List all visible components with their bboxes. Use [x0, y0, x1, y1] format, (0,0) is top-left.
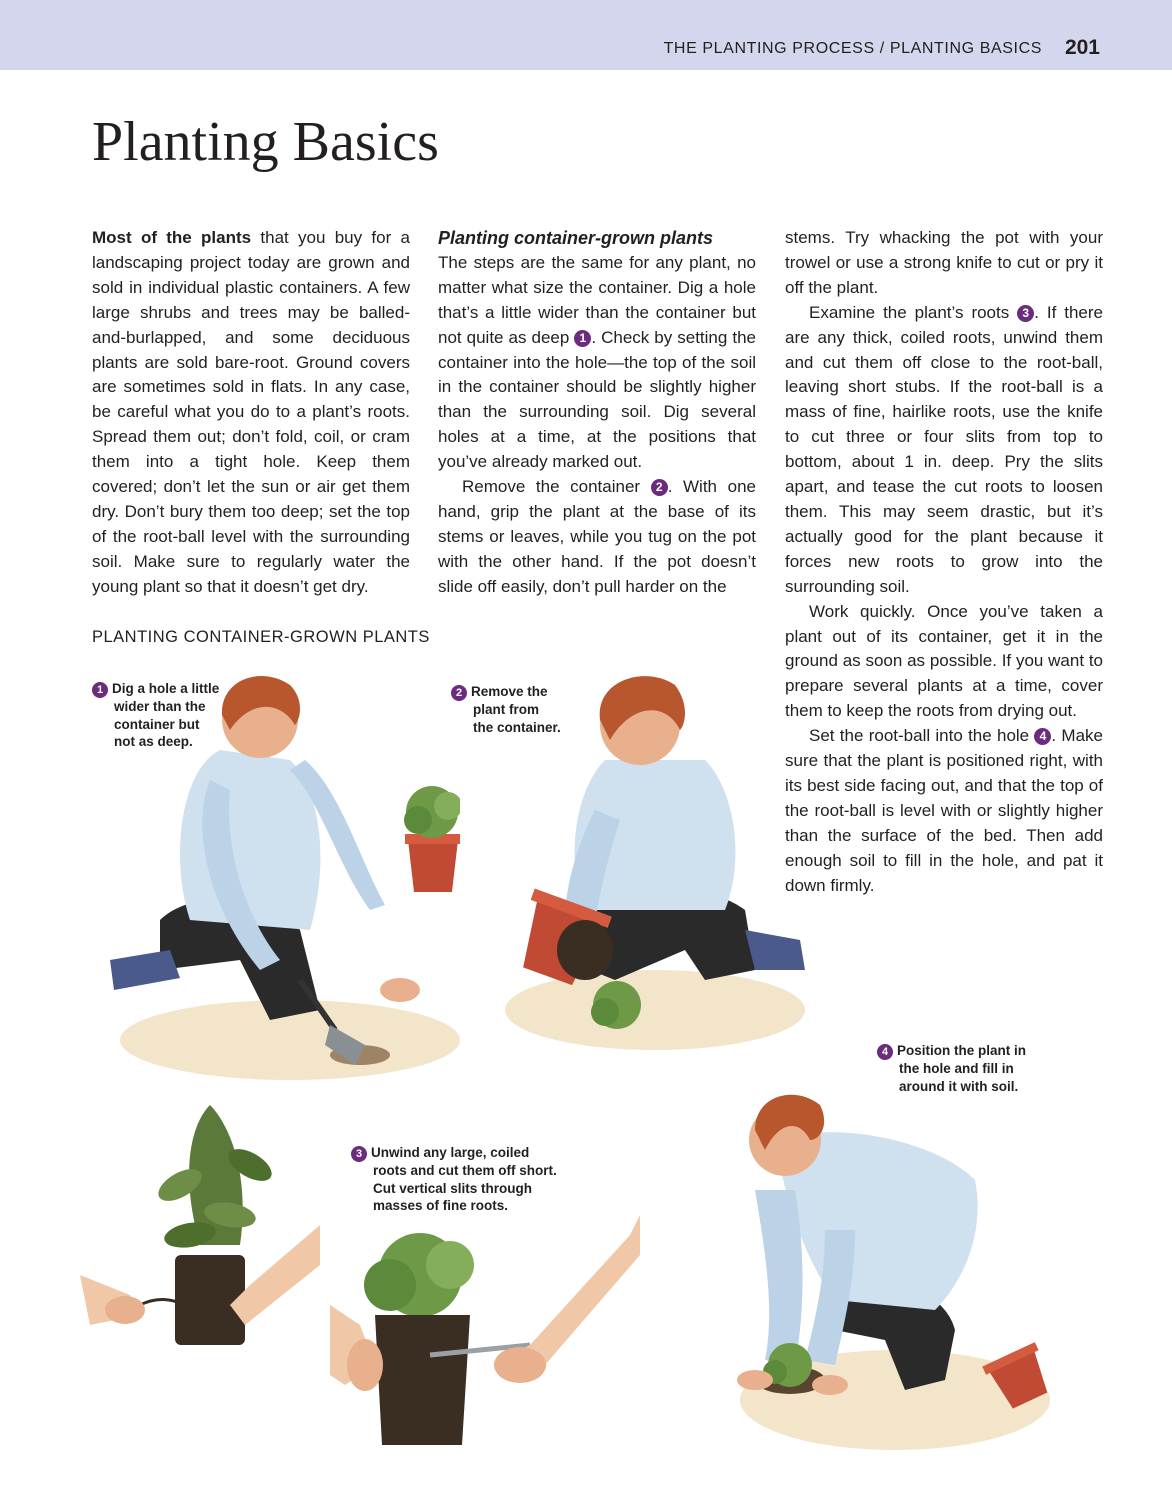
- paragraph: [785, 301, 1103, 600]
- caption-line: masses of fine roots.: [373, 1198, 509, 1213]
- paragraph-text: . Make sure that the plant is positioned right, with its best side facing out, and that the top of the root-ball is level with or slightly higher than the surface of the bed. Then add enough soil to fill in the hole, and pat it down firmly.: [785, 726, 1103, 895]
- text-column-3: [785, 226, 1103, 898]
- caption-marker: 2: [451, 685, 467, 701]
- caption-line: around it with soil.: [899, 1078, 1019, 1094]
- illustration-cutting-slits: [330, 1215, 640, 1465]
- caption-line: Dig a hole a little: [112, 681, 220, 696]
- text-column-2: [438, 226, 756, 600]
- paragraph-text: Set the root-ball into the hole: [809, 726, 1035, 746]
- caption-line: plant from: [473, 702, 539, 717]
- caption-line: not as deep.: [114, 734, 193, 749]
- paragraph-text: The steps are the same for any plant, no matter what size the container. Dig a hole that’s a little wider than the container but not quite as deep: [438, 252, 756, 347]
- caption-line: the hole and fill in: [899, 1061, 1014, 1076]
- caption-line: Unwind any large, coiled: [371, 1145, 530, 1160]
- illustration-digging-hole: [100, 660, 460, 1090]
- paragraph: stems. Try whacking the pot with your trowel or use a strong knife to cut or pry it off the plant.: [785, 228, 1103, 297]
- caption-line: Cut vertical slits through: [373, 1180, 533, 1196]
- caption-marker: 4: [877, 1044, 893, 1060]
- caption-line: Remove the: [471, 684, 548, 699]
- paragraph-text: Remove the container: [462, 477, 651, 497]
- intro-body: that you buy for a landscaping project today are grown and sold in individual plastic containers. A few large shrubs and trees may be balled-and-burlapped, and some deciduous plants are sold bare-root. Ground covers are sometimes sold in flats. In any case, be careful what you do to a plant’s roots. Spread them out; don’t fold, coil, or cram them into a tight hole. Keep them covered; don’t let the sun or air get them dry. Don’t bury them too deep; set the top of the root-ball level with the surrounding soil. Make sure to regularly water the young plant so that it doesn’t get dry.: [92, 228, 410, 596]
- caption-marker: 1: [92, 682, 108, 698]
- intro-paragraph: [92, 226, 410, 600]
- caption-marker: 3: [351, 1146, 367, 1162]
- caption-line: wider than the: [114, 699, 206, 714]
- step-marker-3: 3: [1017, 305, 1034, 322]
- illustration-removing-container: [505, 660, 810, 1070]
- paragraph-text: Examine the plant’s roots: [809, 302, 1018, 322]
- paragraph: [785, 724, 1103, 898]
- paragraph-text: . Check by setting the container into the hole—the top of the soil in the container should be slightly higher than the surrounding soil. Dig several holes at a time, at the positions that you’ve already marked out.: [438, 327, 756, 472]
- text-column-1: [92, 226, 410, 600]
- caption-line: roots and cut them off short.: [373, 1163, 557, 1178]
- illustration-positioning-plant: [715, 1080, 1050, 1480]
- step-marker-4: 4: [1034, 728, 1051, 745]
- step-marker-2: 2: [651, 479, 668, 496]
- illustration-unwinding-roots: [80, 1095, 320, 1395]
- caption-line: container but: [114, 716, 200, 732]
- caption-step-3: [351, 1144, 557, 1215]
- caption-line: the container.: [473, 719, 561, 735]
- paragraph-text: . With one hand, grip the plant at the base of its stems or leaves, while you tug on the pot with the other hand. If the pot doesn’t slide off easily, don’t pull harder on the: [438, 477, 756, 596]
- page-title: Planting Basics: [92, 111, 439, 173]
- lead-in: Most of the plants: [92, 228, 252, 247]
- paragraph: [438, 251, 756, 475]
- running-header: THE PLANTING PROCESS / PLANTING BASICS: [663, 40, 1042, 57]
- paragraph: [438, 475, 756, 600]
- figure-title: PLANTING CONTAINER-GROWN PLANTS: [92, 628, 430, 646]
- running-header-band: [0, 0, 1172, 70]
- step-marker-1: 1: [574, 330, 591, 347]
- paragraph-text: . If there are any thick, coiled roots, unwind them and cut them off close to the root-ball, leaving short stubs. If the root-ball is a mass of fine, hairlike roots, use the knife to cut three or four slits from top to bottom, about 1 in. deep. Pry the slits apart, and tease the cut roots to loosen them. This may seem drastic, but it’s actually good for the plant because it forces new roots to grow into the surrounding soil.: [785, 302, 1103, 596]
- subhead: Planting container-grown plants: [438, 228, 714, 248]
- page-number: 201: [1064, 36, 1100, 59]
- paragraph: Work quickly. Once you’ve taken a plant out of its container, get it in the ground as soon as possible. If you want to prepare several plants at a time, cover them to keep the roots from drying out.: [785, 601, 1103, 721]
- caption-line: Position the plant in: [897, 1043, 1026, 1058]
